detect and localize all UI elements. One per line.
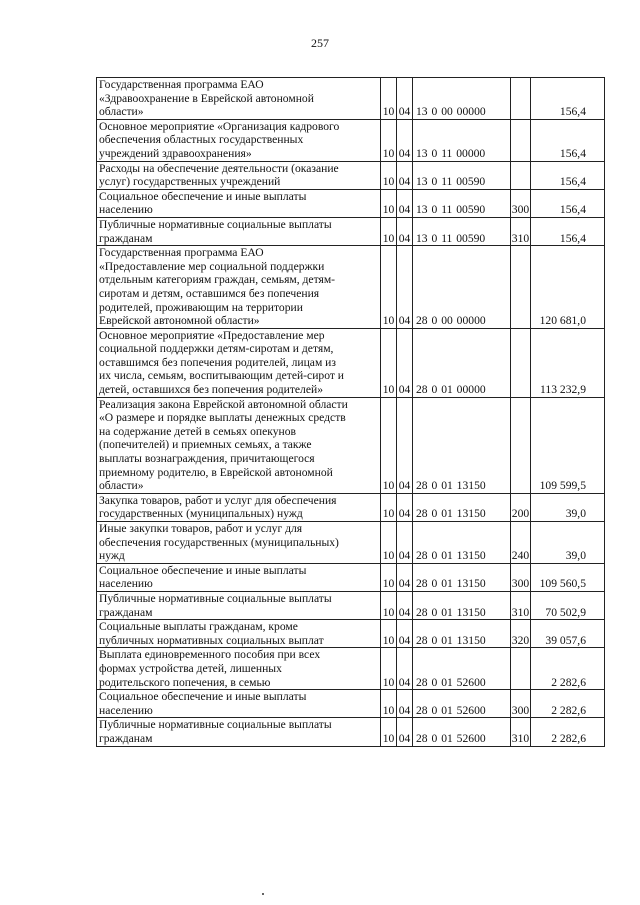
- row-subsection: 04: [397, 690, 413, 718]
- row-section: 10: [381, 119, 397, 161]
- row-sum: 156,4: [531, 189, 605, 217]
- row-name: Публичные нормативные социальные выплаты гражданам: [97, 718, 381, 746]
- row-target-code: 13 0 11 00000: [413, 119, 511, 161]
- row-expense-type: [511, 397, 531, 493]
- row-expense-type: 310: [511, 591, 531, 619]
- row-expense-type: [511, 648, 531, 690]
- table-row: [97, 718, 605, 746]
- row-target-code: 28 0 01 52600: [413, 648, 511, 690]
- row-section: 10: [381, 591, 397, 619]
- row-target-code: 28 0 01 13150: [413, 522, 511, 564]
- row-name: Выплата единовременного пособия при всех формах устройства детей, лишенных родительского попечения, в семью: [97, 648, 381, 690]
- row-name: Основное мероприятие «Предоставление мер социальной поддержки детям-сиротам и детям, оставшимся без попечения родителей, лицам из их числа, семьям, воспитывающим детей-сирот и детей, оставшихся без попечения родителей»: [97, 328, 381, 397]
- row-section: 10: [381, 493, 397, 521]
- table-row: [97, 217, 605, 245]
- row-sum: 2 282,6: [531, 648, 605, 690]
- row-section: 10: [381, 246, 397, 329]
- row-target-code: 13 0 11 00590: [413, 161, 511, 189]
- row-target-code: 28 0 01 13150: [413, 493, 511, 521]
- row-name: Публичные нормативные социальные выплаты гражданам: [97, 591, 381, 619]
- row-target-code: 28 0 01 52600: [413, 718, 511, 746]
- budget-table: [96, 77, 605, 747]
- table-row: [97, 328, 605, 397]
- table-row: [97, 690, 605, 718]
- row-subsection: 04: [397, 718, 413, 746]
- row-sum: 156,4: [531, 161, 605, 189]
- row-section: 10: [381, 397, 397, 493]
- row-sum: 2 282,6: [531, 690, 605, 718]
- table-row: [97, 563, 605, 591]
- row-expense-type: [511, 161, 531, 189]
- row-expense-type: 320: [511, 620, 531, 648]
- row-name: Социальное обеспечение и иные выплаты населению: [97, 189, 381, 217]
- row-subsection: 04: [397, 620, 413, 648]
- row-sum: 2 282,6: [531, 718, 605, 746]
- table-row: [97, 591, 605, 619]
- row-target-code: 28 0 01 13150: [413, 397, 511, 493]
- row-target-code: 28 0 01 52600: [413, 690, 511, 718]
- row-subsection: 04: [397, 78, 413, 120]
- row-expense-type: 200: [511, 493, 531, 521]
- row-expense-type: 310: [511, 718, 531, 746]
- row-expense-type: [511, 246, 531, 329]
- row-section: 10: [381, 161, 397, 189]
- table-row: [97, 522, 605, 564]
- table-row: [97, 78, 605, 120]
- row-section: 10: [381, 217, 397, 245]
- row-subsection: 04: [397, 522, 413, 564]
- row-expense-type: [511, 78, 531, 120]
- table-row: [97, 620, 605, 648]
- row-subsection: 04: [397, 591, 413, 619]
- row-subsection: 04: [397, 648, 413, 690]
- row-subsection: 04: [397, 328, 413, 397]
- table-row: [97, 189, 605, 217]
- row-section: 10: [381, 189, 397, 217]
- row-name: Реализация закона Еврейской автономной области «О размере и порядке выплаты денежных средств на содержание детей в семьях опекунов (попечителей) и приемных семьях, а также выплаты вознаграждения, причитающегося приемному родителю, в Еврейской автономной области»: [97, 397, 381, 493]
- row-target-code: 28 0 00 00000: [413, 246, 511, 329]
- row-expense-type: 300: [511, 563, 531, 591]
- row-name: Социальные выплаты гражданам, кроме публичных нормативных социальных выплат: [97, 620, 381, 648]
- row-name: Расходы на обеспечение деятельности (оказание услуг) государственных учреждений: [97, 161, 381, 189]
- row-sum: 156,4: [531, 217, 605, 245]
- row-target-code: 28 0 01 13150: [413, 620, 511, 648]
- row-target-code: 28 0 01 13150: [413, 563, 511, 591]
- row-name: Публичные нормативные социальные выплаты гражданам: [97, 217, 381, 245]
- row-name: Закупка товаров, работ и услуг для обеспечения государственных (муниципальных) нужд: [97, 493, 381, 521]
- row-name: Иные закупки товаров, работ и услуг для обеспечения государственных (муниципальных) нужд: [97, 522, 381, 564]
- row-section: 10: [381, 328, 397, 397]
- row-name: Основное мероприятие «Организация кадрового обеспечения областных государственных учреждений здравоохранения»: [97, 119, 381, 161]
- row-expense-type: 310: [511, 217, 531, 245]
- row-name: Социальное обеспечение и иные выплаты населению: [97, 563, 381, 591]
- row-subsection: 04: [397, 397, 413, 493]
- row-expense-type: [511, 328, 531, 397]
- row-sum: 113 232,9: [531, 328, 605, 397]
- row-expense-type: [511, 119, 531, 161]
- row-sum: 39,0: [531, 493, 605, 521]
- row-subsection: 04: [397, 119, 413, 161]
- row-subsection: 04: [397, 563, 413, 591]
- row-target-code: 13 0 00 00000: [413, 78, 511, 120]
- row-section: 10: [381, 620, 397, 648]
- row-target-code: 28 0 01 00000: [413, 328, 511, 397]
- row-subsection: 04: [397, 217, 413, 245]
- row-expense-type: 300: [511, 690, 531, 718]
- table-row: [97, 119, 605, 161]
- row-target-code: 28 0 01 13150: [413, 591, 511, 619]
- table-row: [97, 648, 605, 690]
- row-sum: 109 560,5: [531, 563, 605, 591]
- row-expense-type: 300: [511, 189, 531, 217]
- row-name: Государственная программа ЕАО «Предоставление мер социальной поддержки отдельным категориям граждан, семьям, детям- сиротам и детям, оставшимся без попечения родителей, проживающим на территории Еврейской автономной области»: [97, 246, 381, 329]
- row-subsection: 04: [397, 246, 413, 329]
- row-subsection: 04: [397, 189, 413, 217]
- table-row: [97, 397, 605, 493]
- table-row: [97, 246, 605, 329]
- row-sum: 156,4: [531, 119, 605, 161]
- table-row: [97, 161, 605, 189]
- row-sum: 156,4: [531, 78, 605, 120]
- row-sum: 120 681,0: [531, 246, 605, 329]
- table-body: [97, 78, 605, 747]
- row-sum: 70 502,9: [531, 591, 605, 619]
- row-section: 10: [381, 718, 397, 746]
- scan-speck: [262, 893, 264, 895]
- row-target-code: 13 0 11 00590: [413, 217, 511, 245]
- page-number: 257: [311, 36, 329, 50]
- row-sum: 109 599,5: [531, 397, 605, 493]
- row-section: 10: [381, 648, 397, 690]
- row-sum: 39 057,6: [531, 620, 605, 648]
- row-sum: 39,0: [531, 522, 605, 564]
- row-subsection: 04: [397, 493, 413, 521]
- row-subsection: 04: [397, 161, 413, 189]
- row-section: 10: [381, 563, 397, 591]
- table-row: [97, 493, 605, 521]
- row-target-code: 13 0 11 00590: [413, 189, 511, 217]
- row-expense-type: 240: [511, 522, 531, 564]
- row-section: 10: [381, 78, 397, 120]
- row-section: 10: [381, 522, 397, 564]
- row-name: Государственная программа ЕАО «Здравоохранение в Еврейской автономной области»: [97, 78, 381, 120]
- row-section: 10: [381, 690, 397, 718]
- row-name: Социальное обеспечение и иные выплаты населению: [97, 690, 381, 718]
